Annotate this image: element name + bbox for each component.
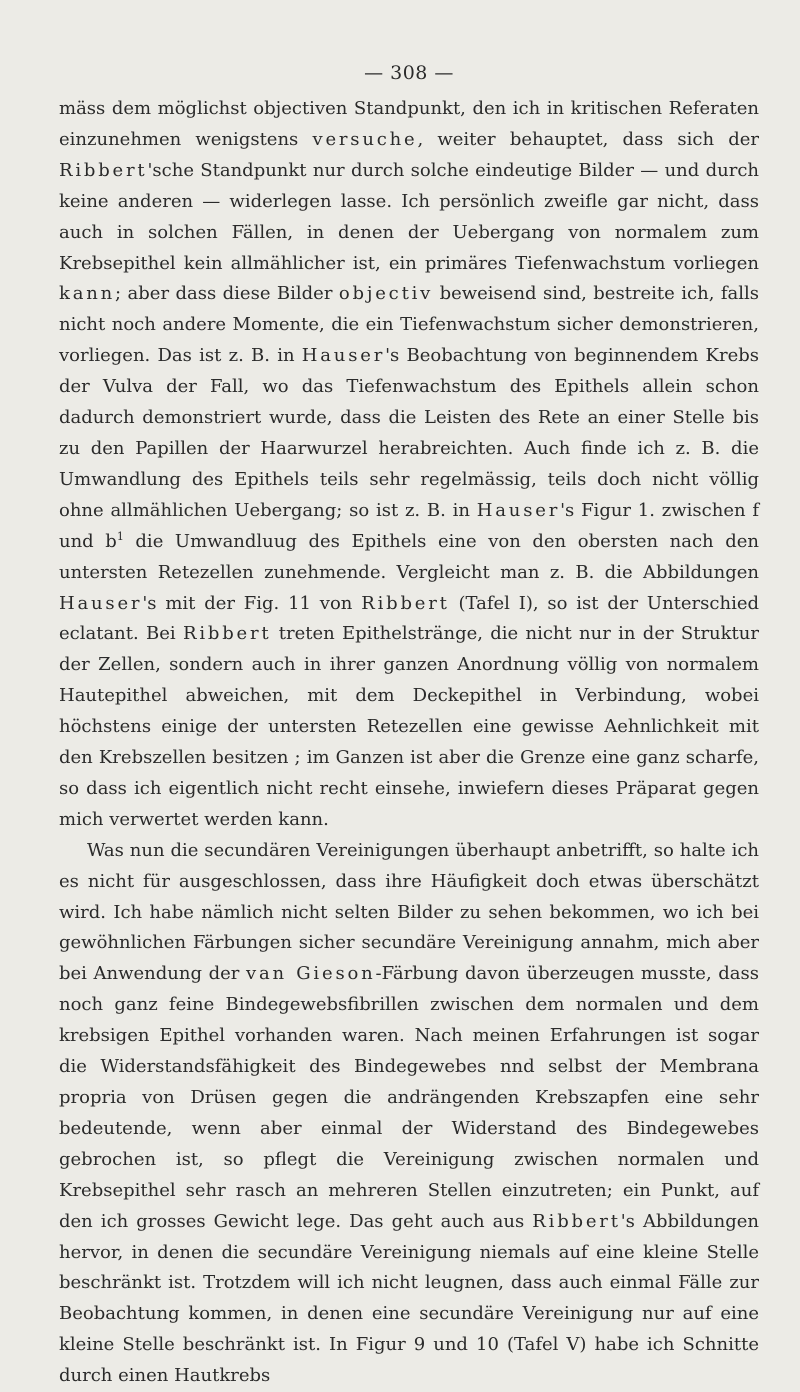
spaced-emphasis: Ribbert: [361, 592, 450, 614]
spaced-emphasis: Ribbert: [182, 623, 272, 645]
text-run: 's Abbildungen hervor, in denen die secundäre Vereinigung niemals auf eine kleine Stelle beschränkt ist. Trotzdem will ich nicht leugnen, dass auch einmal Fälle zur Beobachtung kommen, in denen eine secundäre Vereinigung nur auf eine kleine Stelle beschränkt ist. In Figur 9 und 10 (Tafel V) habe ich Schnitte durch einen Hautkrebs: [59, 1210, 759, 1387]
superscript: 1: [116, 529, 124, 543]
paragraph: [59, 94, 759, 836]
spaced-emphasis: van Gieson: [245, 963, 376, 985]
text-run: 's mit der Fig. 11 von: [142, 592, 362, 614]
text-run: , weiter behauptet, dass sich der: [417, 128, 759, 150]
text-run: mäss dem möglichst objectiven Standpunkt, den ich in kritischen Referaten einzunehmen wenigstens: [59, 98, 759, 150]
text-run: Was nun die secundären Vereinigungen überhaupt anbetrifft, so halte ich es nicht für ausgeschlossen, dass ihre Häufigkeit doch etwas überschätzt wird. Ich habe nämlich nicht selten Bilder zu sehen bekommen, wo ich bei gewöhnlichen Färbungen sicher secundäre Vereinigung annahm, mich aber bei Anwendung der: [59, 839, 759, 985]
text-run: 'sche Standpunkt nur durch solche eindeutige Bilder — und durch keine anderen — widerlegen lasse. Ich persönlich zweifle gar nicht, dass auch in solchen Fällen, in denen der Uebergang von normalem zum Krebsepithel kein allmählicher ist, ein primäres Tiefenwachstum vorliegen: [59, 159, 759, 274]
text-run: 's Figur 1. zwischen f und b: [59, 499, 759, 552]
text-run: (Tafel I), so ist der Unterschied eclatant. Bei: [59, 592, 759, 645]
body-text: [59, 94, 759, 1392]
text-run: 's Beobachtung von beginnendem Krebs der Vulva der Fall, wo das Tiefenwachstum des Epithels allein schon dadurch demonstriert wurde, dass die Leisten des Rete an einer Stelle bis zu den Papillen der Haarwurzel herabreichten. Auch finde ich z. B. die Umwandlung des Epithels teils sehr regelmässig, teils doch nicht völlig ohne allmählichen Uebergang; so ist z. B. in: [59, 345, 759, 521]
page-number-header: — 308 —: [364, 62, 454, 84]
spaced-emphasis: kann: [59, 283, 116, 305]
text-run: treten Epithelstränge, die nicht nur in der Struktur der Zellen, sondern auch in ihrer ganzen Anordnung völlig von normalem Hautepithel abweichen, mit dem Deckepithel in Verbindung, wobei höchstens einige der untersten Retezellen eine gewisse Aehnlichkeit mit den Krebszellen besitzen ; im Ganzen ist aber die Grenze eine ganz scharfe, so dass ich eigentlich nicht recht einsehe, inwiefern dieses Präparat gegen mich verwertet werden kann.: [59, 623, 759, 830]
text-run: ; aber dass diese Bilder: [115, 283, 339, 305]
paragraph: [59, 836, 759, 1392]
spaced-emphasis: Ribbert: [532, 1210, 621, 1232]
spaced-emphasis: Hauser: [476, 499, 561, 521]
spaced-emphasis: Ribbert: [59, 159, 148, 181]
text-run: -Färbung davon überzeugen musste, dass noch ganz feine Bindegewebsfibrillen zwischen dem normalen und dem krebsigen Epithel vorhanden waren. Nach meinen Erfahrungen ist sogar die Widerstandsfähigkeit des Bindegewebes nnd selbst der Membrana propria von Drüsen gegen die andrängenden Krebszapfen eine sehr bedeutende, wenn aber einmal der Widerstand des Bindegewebes gebrochen ist, so pflegt die Vereinigung zwischen normalen und Krebsepithel sehr rasch an mehreren Stellen einzutreten; ein Punkt, auf den ich grosses Gewicht lege. Das geht auch aus: [59, 963, 759, 1232]
text-run: beweisend sind, bestreite ich, falls nicht noch andere Momente, die ein Tiefenwachstum sicher demonstrieren, vorliegen. Das ist z. B. in: [59, 283, 759, 367]
spaced-emphasis: objectiv: [338, 283, 434, 305]
spaced-emphasis: Hauser: [301, 345, 386, 367]
text-run: die Umwandluug des Epithels eine von den obersten nach den untersten Retezellen zunehmende. Vergleicht man z. B. die Abbildungen: [59, 530, 760, 583]
spaced-emphasis: versuche: [312, 128, 418, 150]
spaced-emphasis: Hauser: [59, 592, 143, 614]
